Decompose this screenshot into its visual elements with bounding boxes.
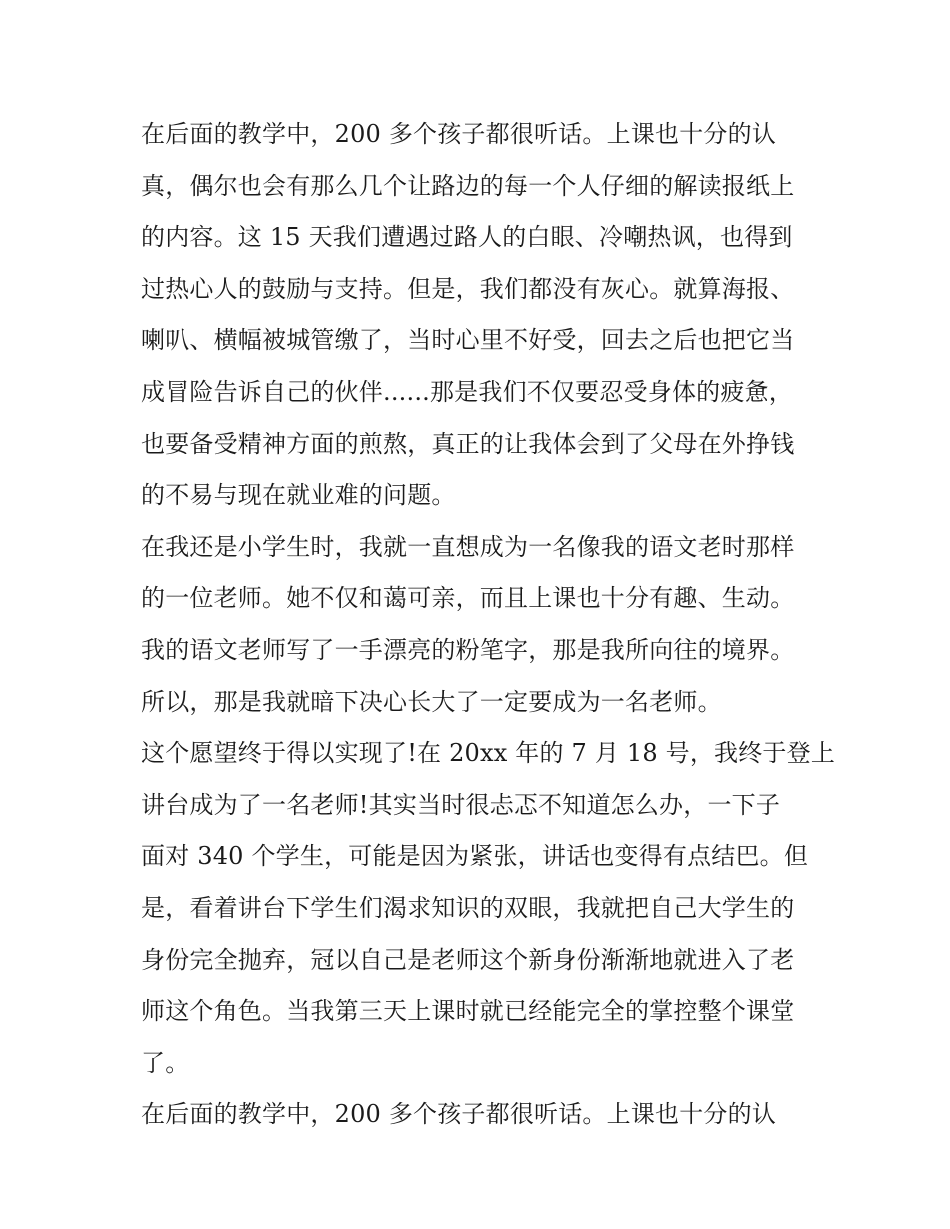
text-line: 在后面的教学中，200 多个孩子都很听话。上课也十分的认 [141,120,777,148]
text-line: 也要备受精神方面的煎熬，真正的让我体会到了父母在外挣钱 [141,429,795,458]
text-line: 师这个角色。当我第三天上课时就已经能完全的掌控整个课堂 [141,997,795,1026]
text-line: 真，偶尔也会有那么几个让路边的每一个人仔细的解读报纸上 [141,171,795,200]
text-line: 所以，那是我就暗下决心长大了一定要成为一名老师。 [141,687,722,716]
text-line: 过热心人的鼓励与支持。但是，我们都没有灰心。就算海报、 [141,274,795,303]
text-line: 的内容。这 15 天我们遭遇过路人的白眼、冷嘲热讽，也得到 [141,223,793,252]
document-body [141,109,836,1141]
text-line: 身份完全抛弃，冠以自己是老师这个新身份渐渐地就进入了老 [141,945,795,974]
text-line: 的一位老师。她不仅和蔼可亲，而且上课也十分有趣、生动。 [141,584,795,613]
text-line: 面对 340 个学生，可能是因为紧张，讲话也变得有点结巴。但 [141,842,809,871]
text-line: 是，看着讲台下学生们渴求知识的双眼，我就把自己大学生的 [141,893,795,922]
text-line: 的不易与现在就业难的问题。 [141,481,456,510]
text-line: 在后面的教学中，200 多个孩子都很听话。上课也十分的认 [141,1100,777,1129]
text-line: 了。 [141,1048,190,1077]
text-line: 成冒险告诉自己的伙伴......那是我们不仅要忍受身体的疲惫， [141,377,793,406]
text-line: 喇叭、横幅被城管缴了，当时心里不好受，回去之后也把它当 [141,326,795,355]
text-line: 讲台成为了一名老师!其实当时很忐忑不知道怎么办，一下子 [141,790,781,819]
text-line: 在我还是小学生时，我就一直想成为一名像我的语文老时那样 [141,532,795,561]
text-line: 我的语文老师写了一手漂亮的粉笔字，那是我所向往的境界。 [141,635,795,664]
text-line: 这个愿望终于得以实现了!在 20xx 年的 7 月 18 号，我终于登上 [141,739,836,768]
